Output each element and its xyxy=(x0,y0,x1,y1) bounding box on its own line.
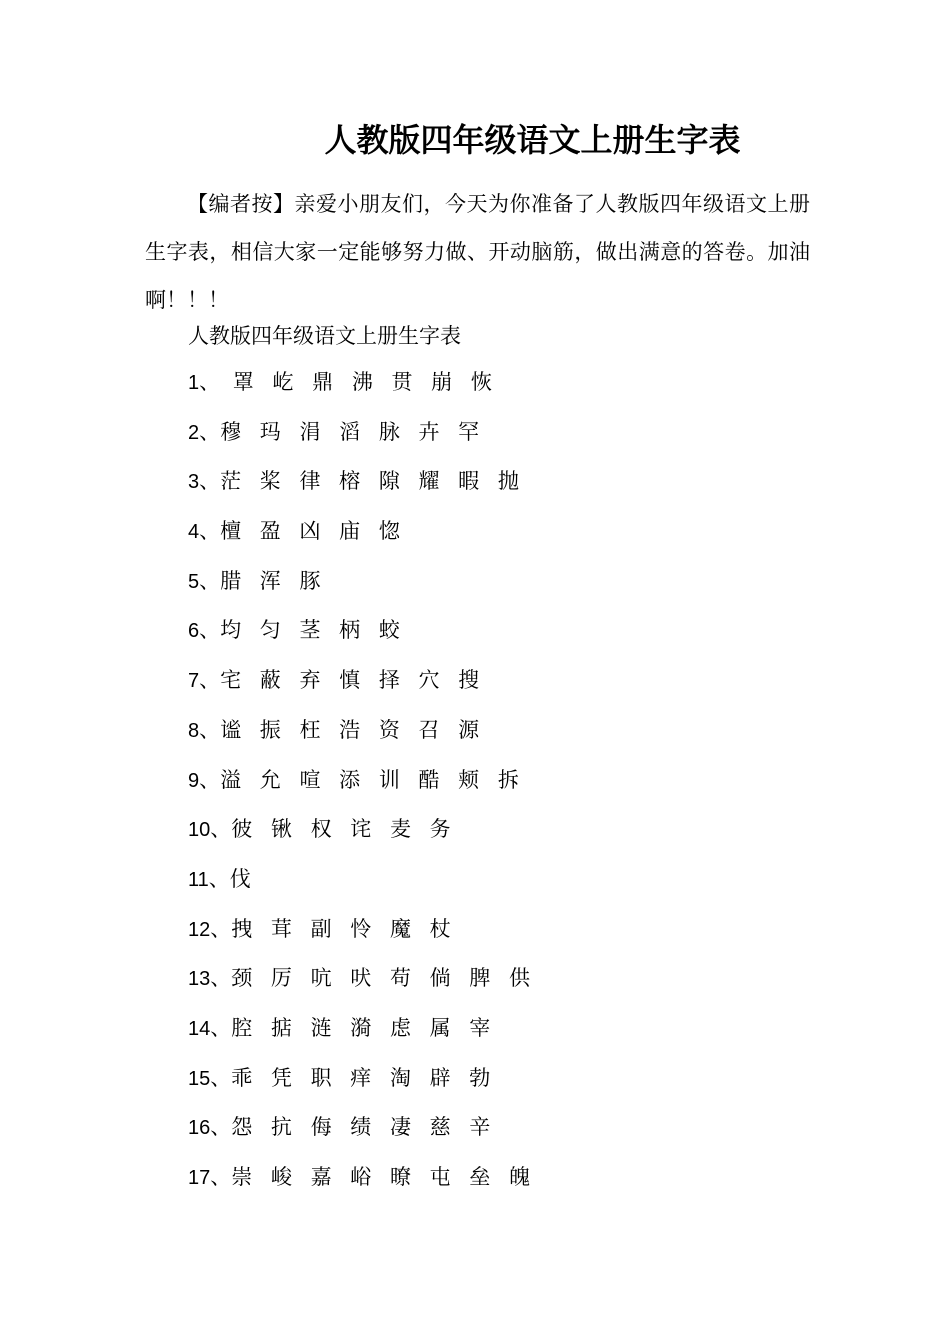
item-separator: 、 xyxy=(199,668,221,693)
item-characters: 宅 蔽 弃 慎 择 穴 搜 xyxy=(220,668,486,693)
item-number: 12 xyxy=(188,918,211,941)
item-characters: 檀 盈 凶 庙 惚 xyxy=(220,519,406,544)
list-item xyxy=(188,859,536,909)
item-number: 6 xyxy=(188,620,200,643)
list-item xyxy=(188,909,536,959)
list-item xyxy=(188,461,536,511)
item-characters: 茫 桨 律 榕 隙 耀 暇 抛 xyxy=(220,469,525,494)
item-separator: 、 xyxy=(199,618,221,643)
item-characters: 谧 振 枉 浩 资 召 源 xyxy=(220,717,486,742)
item-separator: 、 xyxy=(210,1065,232,1090)
item-characters: 崇 峻 嘉 峪 暸 屯 垒 魄 xyxy=(231,1165,536,1189)
item-separator: 、 xyxy=(199,717,221,742)
list-item xyxy=(188,412,536,462)
editor-note: 【编者按】亲爱小朋友们，今天为你准备了人教版四年级语文上册生字表，相信大家一定能够努力做、开动脑筋，做出满意的答卷。加油啊！！！ xyxy=(145,192,810,312)
list-item xyxy=(188,362,536,412)
item-separator: 、 xyxy=(210,1015,232,1040)
list-item xyxy=(188,1107,536,1157)
item-characters: 溢 允 喧 添 训 酷 颊 拆 xyxy=(220,767,525,792)
item-characters: 乖 凭 职 痒 淘 辟 勃 xyxy=(231,1065,497,1090)
item-number: 5 xyxy=(188,570,200,593)
item-separator: 、 xyxy=(199,767,221,792)
item-characters: 腔 掂 涟 漪 虑 属 宰 xyxy=(231,1015,497,1040)
item-separator: 、 xyxy=(208,866,230,891)
item-characters: 均 匀 茎 柄 蛟 xyxy=(220,618,406,643)
item-number: 7 xyxy=(188,670,200,693)
item-separator: 、 xyxy=(210,966,232,991)
list-item xyxy=(188,958,536,1008)
item-characters: 穆 玛 涓 滔 脉 卉 罕 xyxy=(220,419,486,444)
list-item xyxy=(188,610,536,660)
item-characters: 拽 茸 副 怜 魔 杖 xyxy=(231,916,457,941)
item-number: 17 xyxy=(188,1167,211,1189)
item-characters: 颈 厉 吭 吠 苟 倘 脾 供 xyxy=(231,966,536,991)
item-number: 4 xyxy=(188,521,200,544)
item-number: 2 xyxy=(188,421,200,444)
item-characters: 罩 屹 鼎 沸 贯 崩 恢 xyxy=(220,370,498,394)
item-number: 11 xyxy=(188,868,209,891)
item-characters: 伐 xyxy=(229,866,257,891)
list-item xyxy=(188,511,536,561)
item-characters: 腊 浑 豚 xyxy=(220,568,327,593)
item-separator: 、 xyxy=(199,568,221,593)
item-characters: 怨 抗 侮 绩 凄 慈 辛 xyxy=(231,1115,497,1140)
list-item xyxy=(188,710,536,760)
item-number: 9 xyxy=(188,769,200,792)
item-separator: 、 xyxy=(210,1115,232,1140)
item-separator: 、 xyxy=(199,519,221,544)
list-item xyxy=(188,809,536,859)
item-separator: 、 xyxy=(199,419,221,444)
item-number: 14 xyxy=(188,1017,211,1040)
item-separator: 、 xyxy=(210,817,232,842)
list-item xyxy=(188,561,536,611)
list-item xyxy=(188,1008,536,1058)
item-separator: 、 xyxy=(199,469,221,494)
document-title: 人教版四年级语文上册生字表 xyxy=(324,121,741,159)
item-number: 1 xyxy=(188,372,200,394)
item-number: 8 xyxy=(188,719,200,742)
item-number: 15 xyxy=(188,1067,211,1090)
list-item xyxy=(188,1058,536,1108)
item-separator: 、 xyxy=(210,1165,232,1189)
item-characters: 彼 锹 权 诧 麦 务 xyxy=(231,817,457,842)
list-item xyxy=(188,1157,536,1207)
item-separator: 、 xyxy=(210,916,232,941)
item-number: 13 xyxy=(188,968,211,991)
item-number: 10 xyxy=(188,819,211,842)
item-separator: 、 xyxy=(199,370,221,394)
list-heading: 人教版四年级语文上册生字表 xyxy=(188,324,461,348)
list-item xyxy=(188,660,536,710)
item-number: 16 xyxy=(188,1117,211,1140)
item-number: 3 xyxy=(188,471,200,494)
list-item xyxy=(188,760,536,810)
character-list xyxy=(188,362,536,1207)
